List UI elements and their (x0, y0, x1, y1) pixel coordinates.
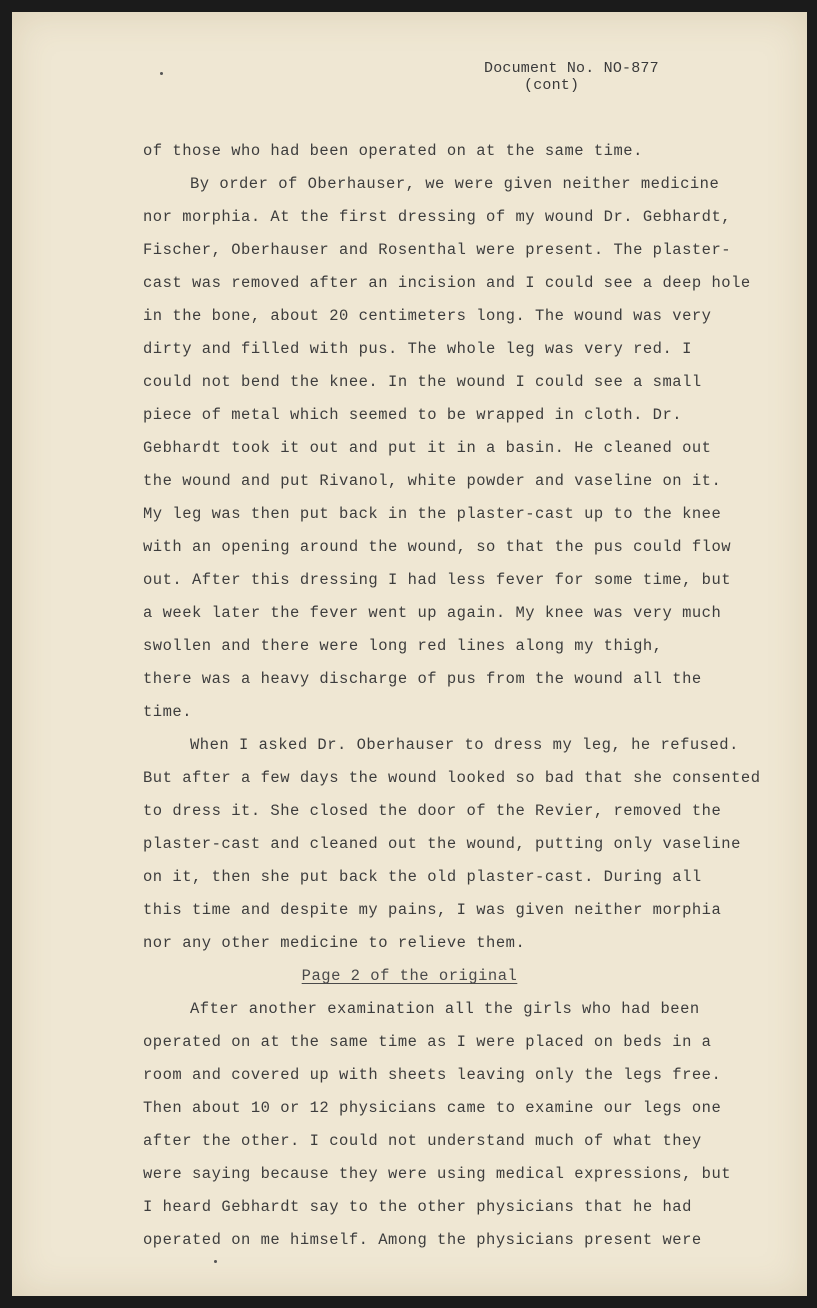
text-line: the wound and put Rivanol, white powder and vaseline on it. (143, 472, 722, 490)
text-line: time. (143, 703, 193, 721)
text-line: nor any other medicine to relieve them. (143, 934, 526, 952)
stray-mark (214, 1260, 217, 1263)
stray-mark (160, 72, 163, 75)
text-line: piece of metal which seemed to be wrapped in cloth. Dr. (143, 406, 683, 424)
text-line: When I asked Dr. Oberhauser to dress my leg, he refused. (190, 736, 739, 754)
text-line: plaster-cast and cleaned out the wound, putting only vaseline (143, 835, 741, 853)
text-line: this time and despite my pains, I was given neither morphia (143, 901, 722, 919)
text-line: room and covered up with sheets leaving only the legs free. (143, 1066, 722, 1084)
document-page (12, 12, 807, 1296)
text-line: were saying because they were using medical expressions, but (143, 1165, 732, 1183)
text-line: By order of Oberhauser, we were given neither medicine (190, 175, 720, 193)
text-line: My leg was then put back in the plaster-cast up to the knee (143, 505, 722, 523)
text-line: cast was removed after an incision and I could see a deep hole (143, 274, 751, 292)
text-line: Then about 10 or 12 physicians came to examine our legs one (143, 1099, 722, 1117)
text-line: operated on at the same time as I were placed on beds in a (143, 1033, 712, 1051)
text-line: with an opening around the wound, so that the pus could flow (143, 538, 732, 556)
text-line: out. After this dressing I had less fever for some time, but (143, 571, 732, 589)
text-line: I heard Gebhardt say to the other physicians that he had (143, 1198, 692, 1216)
text-line: of those who had been operated on at the same time. (143, 142, 643, 160)
text-line: nor morphia. At the first dressing of my wound Dr. Gebhardt, (143, 208, 732, 226)
text-line: there was a heavy discharge of pus from the wound all the (143, 670, 702, 688)
text-line: swollen and there were long red lines along my thigh, (143, 637, 663, 655)
text-line: Fischer, Oberhauser and Rosenthal were present. The plaster- (143, 241, 732, 259)
text-line: to dress it. She closed the door of the Revier, removed the (143, 802, 722, 820)
text-line: dirty and filled with pus. The whole leg was very red. I (143, 340, 692, 358)
page-marker-label: Page 2 of the original (301, 967, 518, 985)
text-line: on it, then she put back the old plaster-cast. During all (143, 868, 702, 886)
text-line: After another examination all the girls who had been (190, 1000, 700, 1018)
text-line: Gebhardt took it out and put it in a basin. He cleaned out (143, 439, 712, 457)
text-line: operated on me himself. Among the physicians present were (143, 1231, 702, 1249)
text-line: in the bone, about 20 centimeters long. The wound was very (143, 307, 712, 325)
text-line: a week later the fever went up again. My knee was very much (143, 604, 722, 622)
document-header (484, 60, 659, 94)
text-line: could not bend the knee. In the wound I could see a small (143, 373, 702, 391)
text-line: after the other. I could not understand much of what they (143, 1132, 702, 1150)
page-marker (12, 967, 807, 985)
document-number: Document No. NO-877 (484, 60, 659, 77)
continuation-label: (cont) (524, 77, 580, 94)
text-line: But after a few days the wound looked so bad that she consented (143, 769, 761, 787)
